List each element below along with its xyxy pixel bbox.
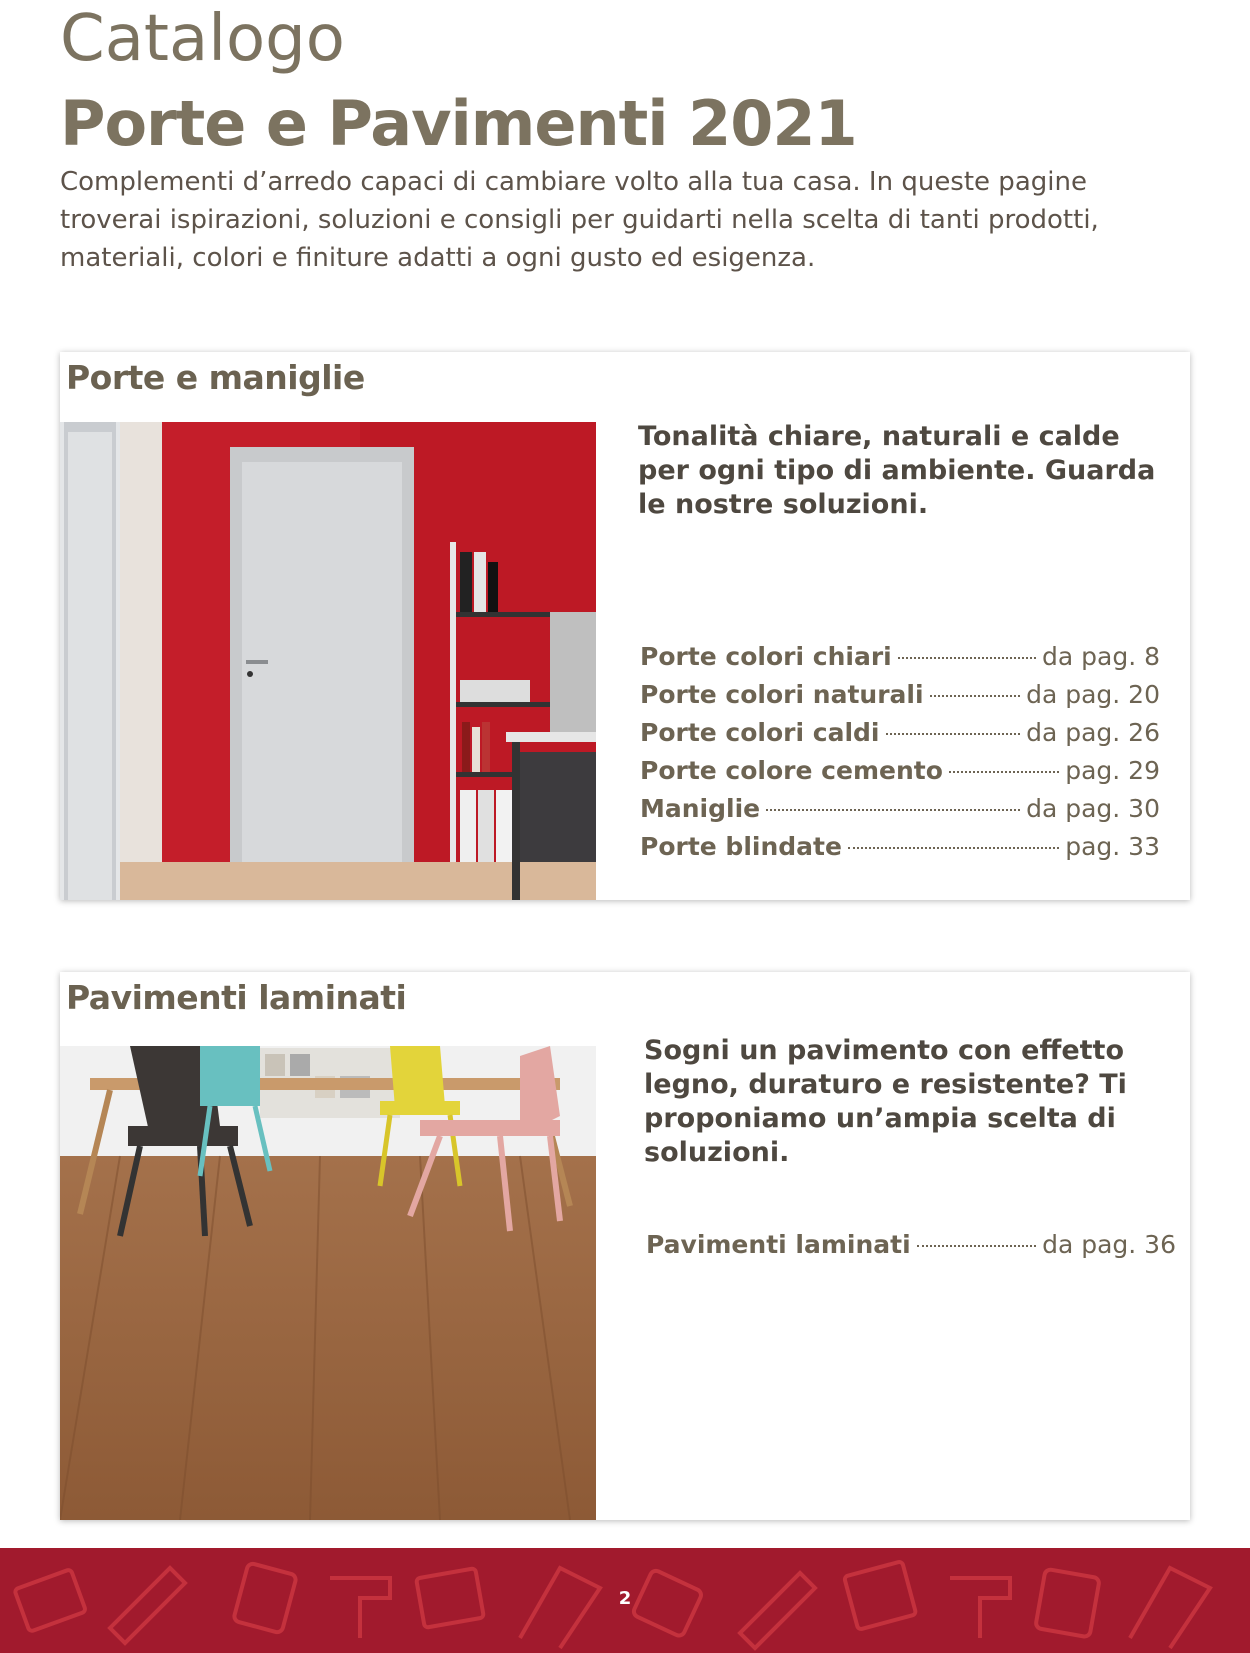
toc-item-page: da pag. 20: [1026, 680, 1160, 709]
footer-band: [0, 1548, 1250, 1653]
toc-item[interactable]: [640, 718, 1160, 756]
dot-leader: [917, 1245, 1036, 1247]
toc-list: [646, 1230, 1176, 1268]
toc-item-label: Porte colore cemento: [640, 756, 943, 785]
dot-leader: [766, 809, 1020, 811]
toc-item-page: da pag. 36: [1042, 1230, 1176, 1259]
page-title: Porte e Pavimenti 2021: [60, 87, 857, 160]
section-laminate-floors: [60, 972, 1190, 1520]
dot-leader: [930, 695, 1021, 697]
toc-item-label: Porte colori chiari: [640, 642, 892, 671]
toc-item-page: pag. 29: [1065, 756, 1160, 785]
toc-item-page: da pag. 26: [1026, 718, 1160, 747]
toc-item-page: da pag. 8: [1042, 642, 1160, 671]
toc-item-page: pag. 33: [1065, 832, 1160, 861]
dot-leader: [949, 771, 1059, 773]
toc-item-page: da pag. 30: [1026, 794, 1160, 823]
section-doors-handles: [60, 352, 1190, 900]
toc-item-label: Pavimenti laminati: [646, 1230, 911, 1259]
toc-item[interactable]: [640, 756, 1160, 794]
doors-photo: [60, 422, 596, 900]
dot-leader: [848, 847, 1059, 849]
page-number: 2: [618, 1588, 632, 1609]
dot-leader: [898, 657, 1036, 659]
intro-paragraph: Complementi d’arredo capaci di cambiare volto alla tua casa. In queste pagine troverai ispirazioni, soluzioni e consigli per guidarti nella scelta di tanti prodotti, materiali, colori e finiture adatti a ogni gusto ed esigenza.: [60, 167, 1099, 273]
floor-photo: [60, 1046, 596, 1520]
toc-item-label: Maniglie: [640, 794, 761, 823]
toc-item[interactable]: [640, 832, 1160, 870]
toc-item[interactable]: [646, 1230, 1176, 1268]
toc-item-label: Porte colori naturali: [640, 680, 924, 709]
section-title: Pavimenti laminati: [66, 978, 407, 1017]
catalog-label: Catalogo: [60, 2, 345, 76]
toc-item[interactable]: [640, 642, 1160, 680]
section-lead: Sogni un pavimento con effetto legno, duraturo e resistente? Ti proponiamo un’ampia scelta di soluzioni.: [644, 1035, 1127, 1168]
toc-list: [640, 642, 1160, 870]
section-lead: Tonalità chiare, naturali e calde per ogni tipo di ambiente. Guarda le nostre soluzioni.: [638, 421, 1156, 520]
toc-item[interactable]: [640, 680, 1160, 718]
toc-item-label: Porte colori caldi: [640, 718, 880, 747]
section-title: Porte e maniglie: [66, 358, 365, 397]
toc-item-label: Porte blindate: [640, 832, 842, 861]
dot-leader: [886, 733, 1021, 735]
toc-item[interactable]: [640, 794, 1160, 832]
